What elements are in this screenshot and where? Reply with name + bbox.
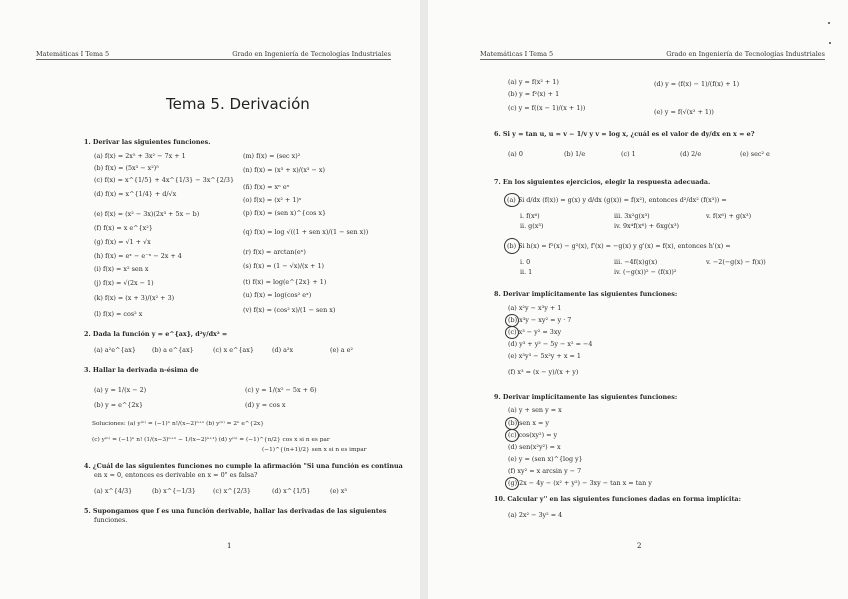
exercise-4-heading-cont: en x = 0, entonces es derivable en x = 0" es falsa? xyxy=(94,471,258,479)
ex2-option: (a) a²e^{ax} xyxy=(94,346,136,354)
ex2-option: (d) a²x xyxy=(272,346,294,354)
ex1-item: (o) f(x) = (x² + 1)ˣ xyxy=(243,196,302,204)
ex9-item: (b) sen x = y xyxy=(508,419,549,427)
ex6-option: (b) 1/e xyxy=(564,150,586,158)
ex1-item: (q) f(x) = log √((1 + sen x)/(1 − sen x)) xyxy=(243,228,369,236)
ex4-option: (e) x³ xyxy=(330,487,347,495)
header-course: Matemáticas I Tema 5 xyxy=(480,50,554,58)
ex1-item: (u) f(x) = log(cos² eˣ) xyxy=(243,291,312,299)
ex1-item: (i) f(x) = x² sen x xyxy=(94,265,149,273)
ex1-item: (h) f(x) = eˣ − e⁻ˣ − 2x + 4 xyxy=(94,252,182,260)
right-page-header xyxy=(480,50,825,60)
ex9-item: (c) cos(xy²) = y xyxy=(508,431,558,439)
ex9-item: (d) sen(x²y²) = x xyxy=(508,443,561,451)
exercise-5-heading: 5. Supongamos que f es una función derivable, hallar las derivadas de las siguientes xyxy=(84,507,387,515)
ex4-option: (c) x^{2/3} xyxy=(213,487,251,495)
ex7a-option: iii. 3x²g(x³) xyxy=(614,212,650,220)
ex2-option: (b) a e^{ax} xyxy=(152,346,194,354)
ex1-item: (l) f(x) = cos² x xyxy=(94,310,143,318)
ex10-item: (a) 2x² − 3y² = 4 xyxy=(508,511,563,519)
ex5-item: (e) y = f(√(x² + 1)) xyxy=(654,108,714,116)
ex3-item: (c) y = 1/(x² − 5x + 6) xyxy=(245,386,317,394)
ex1-item: (r) f(x) = arctan(eˣ) xyxy=(243,248,306,256)
ex8-item: (c) x³ − y² = 3xy xyxy=(508,328,562,336)
ex6-option: (d) 2/e xyxy=(680,150,702,158)
ex5-item: (a) y = f(x² + 1) xyxy=(508,78,559,86)
page-title: Tema 5. Derivación xyxy=(166,95,310,113)
ex1-item: (g) f(x) = √1 + √x xyxy=(94,238,151,246)
ex7a-option: iv. 9x⁴f(x⁶) + 6xg(x³) xyxy=(614,222,680,230)
ex5-item: (c) y = f((x − 1)/(x + 1)) xyxy=(508,104,586,112)
ex8-item: (b) x³y − xy² = y · 7 xyxy=(508,316,572,324)
scan-speck xyxy=(829,42,831,44)
ex1-item: (f) f(x) = x e^{x²} xyxy=(94,224,153,232)
exercise-5-heading-cont: funciones. xyxy=(94,516,128,524)
ex8-item: (d) y³ + y² − 5y − x² = −4 xyxy=(508,340,593,348)
ex6-option: (e) sec² e xyxy=(740,150,770,158)
ex1-item: (s) f(x) = (1 − √x)/(x + 1) xyxy=(243,262,325,270)
ex3-solutions: Soluciones: (a) y⁽ⁿ⁾ = (−1)ⁿ n!/(x−2)ⁿ⁺¹ (b) y⁽ⁿ⁾ = 2ⁿ e^{2x} xyxy=(92,421,264,427)
ex4-option: (d) x^{1/5} xyxy=(272,487,311,495)
ex2-option: (e) a e² xyxy=(330,346,353,354)
ex5-item: (b) y = f²(x) + 1 xyxy=(508,90,560,98)
ex1-item: (k) f(x) = (x + 3)/(x² + 3) xyxy=(94,294,175,302)
ex7b-option: i. 0 xyxy=(520,258,531,266)
ex1-item: (m) f(x) = (sec x)² xyxy=(243,152,301,160)
ex1-item: (p) f(x) = (sen x)^{cos x} xyxy=(243,209,327,217)
header-course: Matemáticas I Tema 5 xyxy=(36,50,110,58)
exercise-10-heading: 10. Calcular y'' en las siguientes funciones dadas en forma implícita: xyxy=(494,495,741,503)
header-degree: Grado en Ingeniería de Tecnologías Industriales xyxy=(232,50,391,58)
ex8-item: (e) x³y³ − 5x²y + x = 1 xyxy=(508,352,581,360)
ex7a-option: v. f(x⁶) + g(x³) xyxy=(706,212,752,220)
exercise-8-heading: 8. Derivar implícitamente las siguientes funciones: xyxy=(494,290,678,298)
page-number: 1 xyxy=(227,542,232,550)
ex1-item: (b) f(x) = (5x³ − x²)⁵ xyxy=(94,164,159,172)
ex3-solutions: (c) y⁽ⁿ⁾ = (−1)ⁿ n! (1/(x−3)ⁿ⁺¹ − 1/(x−2)ⁿ⁺¹) (d) y⁽ⁿ⁾ = (−1)^{n/2} cos x si n es par xyxy=(92,437,330,443)
exercise-3-heading: 3. Hallar la derivada n-ésima de xyxy=(84,366,199,374)
ex7b-question: (b) Si h(x) = f²(x) − g²(x), f'(x) = −g(x) y g'(x) = f(x), entonces h'(x) = xyxy=(507,242,731,250)
ex4-option: (b) x^{−1/3} xyxy=(152,487,196,495)
right-page xyxy=(428,0,848,599)
exercise-1-heading: 1. Derivar las siguientes funciones. xyxy=(84,138,211,146)
page-number: 2 xyxy=(637,542,642,550)
ex6-option: (a) 0 xyxy=(508,150,523,158)
scan-speck xyxy=(828,22,830,24)
ex9-item: (f) xy² = x arcsin y − 7 xyxy=(508,467,582,475)
ex7a-question: (a) Si d/dx (f(x)) = g(x) y d/dx (g(x)) = f(x²), entonces d²/dx² (f(x³)) = xyxy=(507,196,727,204)
ex1-item: (ñ) f(x) = xⁿ eˣ xyxy=(243,183,290,191)
ex9-item: (a) y + sen y = x xyxy=(508,406,562,414)
ex3-item: (a) y = 1/(x − 2) xyxy=(94,386,147,394)
ex9-item: (g) 2x − 4y − (x² + y²) − 3xy − tan x = tan y xyxy=(508,479,652,487)
ex2-option: (c) x e^{ax} xyxy=(213,346,254,354)
header-degree: Grado en Ingeniería de Tecnologías Industriales xyxy=(666,50,825,58)
ex1-item: (v) f(x) = (cos² x)/(1 − sen x) xyxy=(243,306,336,314)
ex8-item: (f) x³ = (x − y)/(x + y) xyxy=(508,368,579,376)
ex1-item: (e) f(x) = (x² − 3x)(2x³ + 5x − b) xyxy=(94,210,200,218)
ex1-item: (n) f(x) = (x³ + x)/(x³ − x) xyxy=(243,166,326,174)
ex7a-option: ii. g(x³) xyxy=(520,222,544,230)
left-page xyxy=(0,0,420,599)
exercise-7-heading: 7. En los siguientes ejercicios, elegir la respuesta adecuada. xyxy=(494,178,711,186)
ex4-option: (a) x^{4/3} xyxy=(94,487,133,495)
ex3-item: (b) y = e^{2x} xyxy=(94,401,144,409)
ex3-item: (d) y = cos x xyxy=(245,401,286,409)
ex1-item: (a) f(x) = 2x⁵ + 3x² − 7x + 1 xyxy=(94,152,186,160)
ex7b-option: iv. (−g(x))² − (f(x))² xyxy=(614,268,677,276)
ex1-item: (d) f(x) = x^{1/4} + d/√x xyxy=(94,190,177,198)
ex9-item: (e) y = (sen x)^{log y} xyxy=(508,455,583,463)
exercise-4-heading: 4. ¿Cuál de las siguientes funciones no cumple la afirmación "Si una función es continua xyxy=(84,462,403,470)
ex8-item: (a) x²y − x³y + 1 xyxy=(508,304,562,312)
exercise-6-heading: 6. Si y = tan u, u = v − 1/v y v = log x, ¿cuál es el valor de dy/dx en x = e? xyxy=(494,130,755,138)
ex7a-option: i. f(x⁶) xyxy=(520,212,540,220)
ex6-option: (c) 1 xyxy=(621,150,636,158)
ex7b-option: iii. −4f(x)g(x) xyxy=(614,258,658,266)
ex5-item: (d) y = (f(x) − 1)/(f(x) + 1) xyxy=(654,80,740,88)
ex1-item: (t) f(x) = log(e^{2x} + 1) xyxy=(243,278,327,286)
ex7b-option: ii. 1 xyxy=(520,268,533,276)
left-page-header xyxy=(36,50,391,60)
ex1-item: (j) f(x) = √(2x − 1) xyxy=(94,279,154,287)
exercise-9-heading: 9. Derivar implícitamente las siguientes funciones: xyxy=(494,393,678,401)
exercise-2-heading: 2. Dada la función y = e^{ax}, d²y/dx² = xyxy=(84,330,228,338)
ex7b-option: v. −2(−g(x) − f(x)) xyxy=(706,258,766,266)
ex3-solutions: (−1)^{(n+1)/2} sen x si n es impar xyxy=(262,447,367,453)
ex1-item: (c) f(x) = x^{1/5} + 4x^{1/3} − 3x^{2/3} xyxy=(94,176,235,184)
